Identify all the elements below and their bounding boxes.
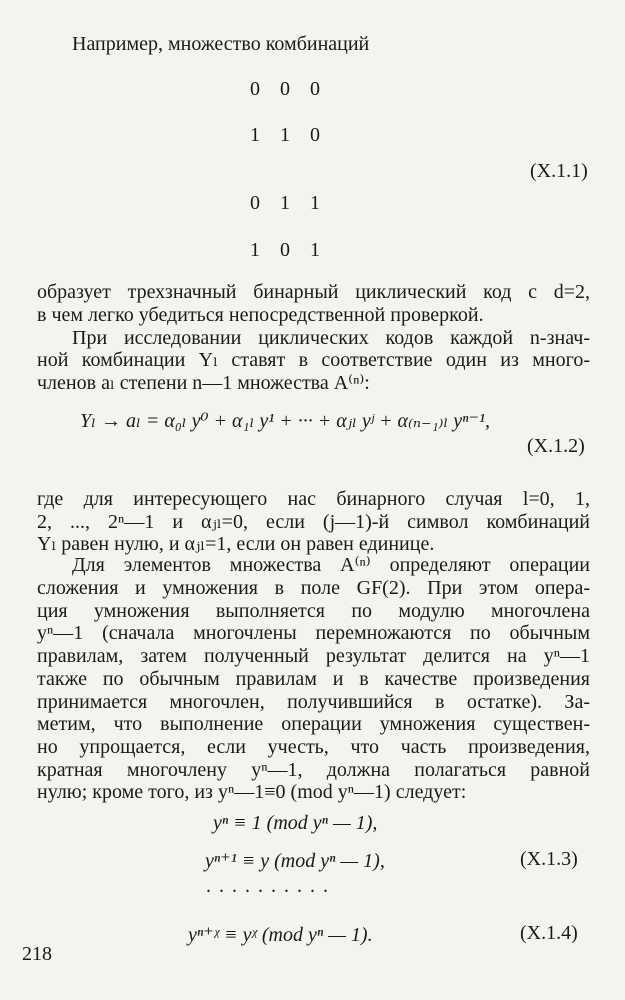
paragraph-line: При исследовании циклических кодов каждой n-знач-: [72, 327, 590, 349]
paragraph-line: где для интересующего нас бинарного случая l=0, 1,: [37, 488, 590, 510]
intro-line: Например, множество комбинаций: [72, 33, 370, 55]
paragraph-line: принимается многочлен, получившийся в остатке). За-: [37, 691, 590, 713]
equation-number: (X.1.1): [530, 160, 588, 182]
equation-number: (X.1.3): [520, 848, 578, 870]
paragraph-line: в чем легко убедиться непосредственной проверкой.: [37, 304, 484, 326]
paragraph-line: 2, ..., 2ⁿ—1 и αⱼₗ=0, если (j—1)-й символ комбинаций: [37, 511, 590, 533]
equation-number: (X.1.4): [520, 922, 578, 944]
paragraph-line: сложения и умножения в поле GF(2). При этом опера-: [37, 577, 590, 599]
formula-congruence-1: yⁿ ≡ 1 (mod yⁿ — 1),: [213, 812, 378, 834]
paragraph-line: образует трехзначный бинарный циклический код с d=2,: [37, 281, 590, 303]
paragraph-line: Yₗ равен нулю, и αⱼₗ=1, если он равен единице.: [37, 533, 435, 555]
paragraph-line: yⁿ—1 (сначала многочлены перемножаются по обычным: [37, 622, 590, 644]
formula-x-1-4: yⁿ⁺ᵡ ≡ yᵡ (mod yⁿ — 1).: [188, 924, 373, 946]
code-row: 0 0 0: [250, 78, 320, 100]
formula-x-1-2: Yₗ → aₗ = α₀ₗ y⁰ + α₁ₗ y¹ + ··· + αⱼₗ yʲ + α₍ₙ₋₁₎ₗ yⁿ⁻¹,: [80, 410, 491, 432]
paragraph-line: также по обычным правилам и в качестве произведения: [37, 668, 590, 690]
code-row: 0 1 1: [250, 192, 320, 214]
code-row: 1 1 0: [250, 124, 320, 146]
code-row: 1 0 1: [250, 239, 320, 261]
paragraph-line: ция умножения выполняется по модулю многочлена: [37, 600, 590, 622]
paragraph-line: Для элементов множества A⁽ⁿ⁾ определяют операции: [72, 554, 590, 576]
paragraph-line: членов aₗ степени n—1 множества A⁽ⁿ⁾:: [37, 372, 370, 394]
paragraph-line: нулю; кроме того, из yⁿ—1≡0 (mod yⁿ—1) следует:: [37, 781, 467, 803]
page-number: 218: [22, 943, 52, 965]
paragraph-line: метим, что выполнение операции умножения существен-: [37, 713, 590, 735]
ellipsis-dots: ..........: [206, 875, 336, 897]
paragraph-line: но упрощается, если учесть, что часть произведения,: [37, 736, 590, 758]
equation-number: (X.1.2): [527, 435, 585, 457]
formula-x-1-3: yⁿ⁺¹ ≡ y (mod yⁿ — 1),: [205, 850, 385, 872]
paragraph-line: кратная многочлену yⁿ—1, должна полагаться равной: [37, 759, 590, 781]
paragraph-line: ной комбинации Yₗ ставят в соответствие один из много-: [37, 349, 590, 371]
paragraph-line: правилам, затем полученный результат делится на yⁿ—1: [37, 645, 590, 667]
